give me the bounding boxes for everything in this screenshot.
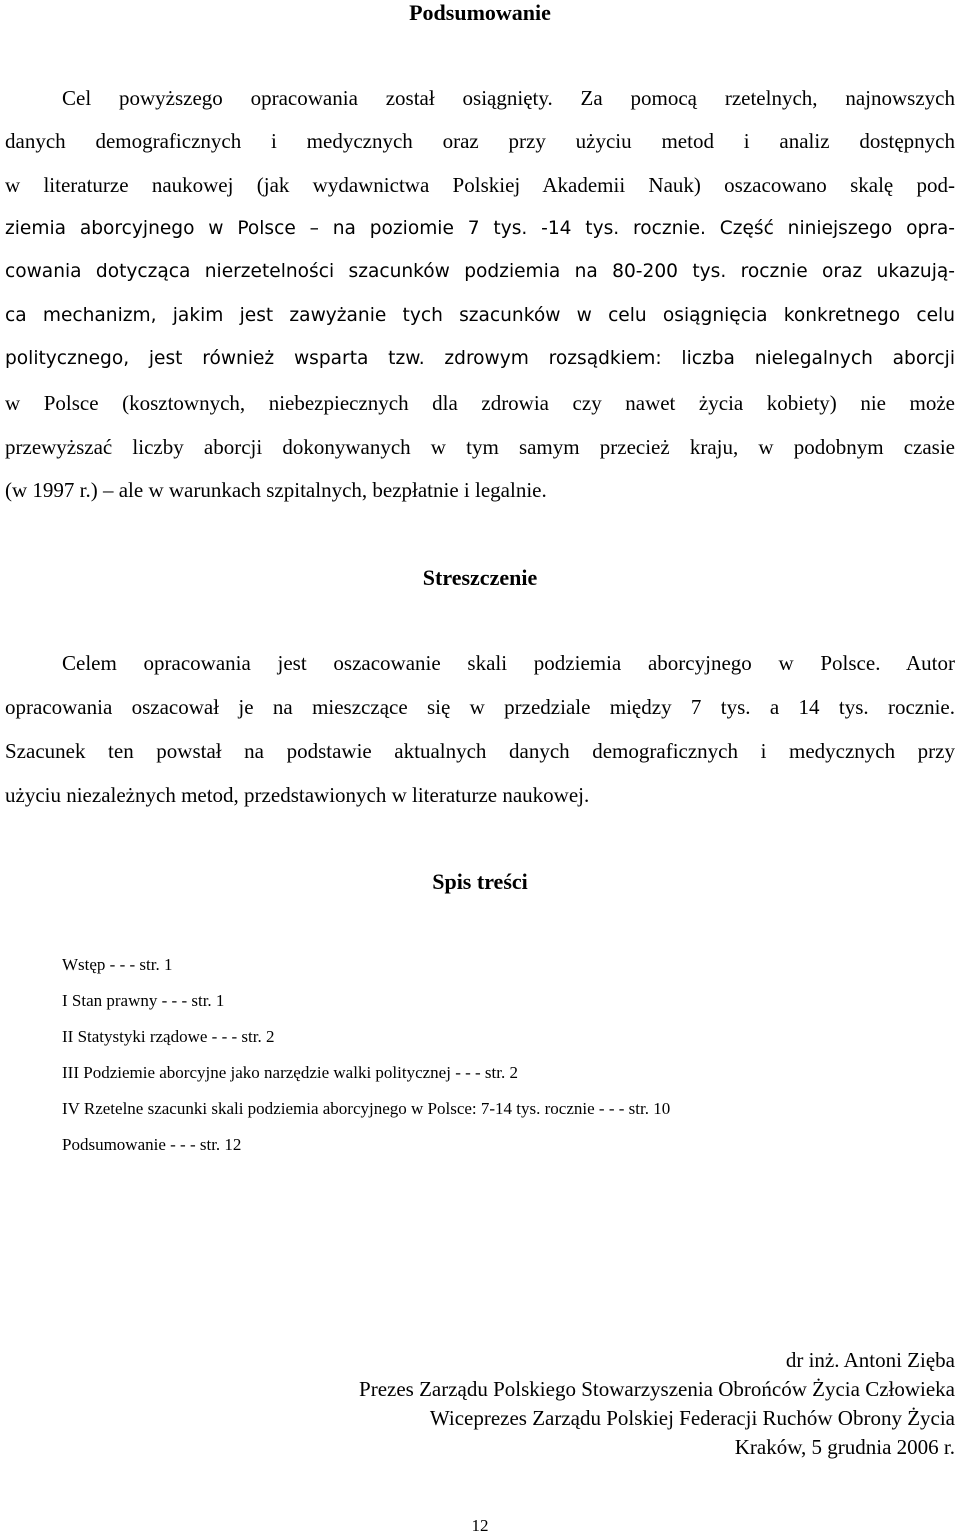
toc-item: Wstęp - - - str. 1	[62, 955, 173, 974]
abstract-line: Celem opracowania jest oszacowanie skali podziemia aborcyjnego w Polsce. Autor	[62, 651, 955, 675]
author-role-1: Prezes Zarządu Polskiego Stowarzyszenia Obrońców Życia Człowieka	[359, 1377, 955, 1401]
summary-line: w Polsce (kosztownych, niebezpiecznych dla zdrowia czy nawet życia kobiety) nie może	[5, 391, 955, 415]
toc-item: II Statystyki rządowe - - - str. 2	[62, 1027, 275, 1046]
toc-heading: Spis treści	[432, 869, 528, 894]
toc-item: Podsumowanie - - - str. 12	[62, 1135, 242, 1154]
author-name: dr inż. Antoni Zięba	[785, 1348, 955, 1372]
toc-item: I Stan prawny - - - str. 1	[62, 991, 225, 1010]
summary-line: przewyższać liczby aborcji dokonywanych w tym samym przecież kraju, w podobnym czasie	[5, 435, 955, 459]
abstract-line: Szacunek ten powstał na podstawie aktualnych danych demograficznych i medycznych przy	[5, 739, 955, 763]
author-role-2: Wiceprezes Zarządu Polskiej Federacji Ruchów Obrony Życia	[429, 1406, 955, 1430]
summary-line: ca mechanizm, jakim jest zawyżanie tych szacunków w celu osiągnięcia konkretnego celu	[5, 305, 955, 326]
summary-line: ziemia aborcyjnego w Polsce – na poziomie 7 tys. -14 tys. rocznie. Część niniejszego opra-	[5, 218, 955, 239]
toc-item: IV Rzetelne szacunki skali podziemia aborcyjnego w Polsce: 7-14 tys. rocznie - - - str. 10	[62, 1099, 671, 1118]
summary-line: (w 1997 r.) – ale w warunkach szpitalnych, bezpłatnie i legalnie.	[5, 478, 547, 502]
summary-line: danych demograficznych i medycznych oraz przy użyciu metod i analiz dostępnych	[5, 129, 955, 153]
summary-line: politycznego, jest również wsparta tzw. zdrowym rozsądkiem: liczba nielegalnych aborcji	[5, 348, 955, 369]
abstract-line: użyciu niezależnych metod, przedstawionych w literaturze naukowej.	[5, 783, 590, 807]
summary-line: cowania dotycząca nierzetelności szacunków podziemia na 80-200 tys. rocznie oraz ukazują-	[5, 261, 955, 282]
page-number: 12	[471, 1516, 489, 1535]
toc-item: III Podziemie aborcyjne jako narzędzie walki politycznej - - - str. 2	[62, 1063, 518, 1082]
summary-heading: Podsumowanie	[409, 0, 551, 25]
summary-line: w literaturze naukowej (jak wydawnictwa Polskiej Akademii Nauk) oszacowano skalę pod-	[5, 173, 955, 197]
abstract-heading: Streszczenie	[422, 565, 538, 590]
abstract-line: opracowania oszacował je na mieszczące się w przedziale między 7 tys. a 14 tys. rocznie.	[5, 695, 955, 719]
summary-line: Cel powyższego opracowania został osiągnięty. Za pomocą rzetelnych, najnowszych	[62, 86, 955, 110]
place-date: Kraków, 5 grudnia 2006 r.	[734, 1435, 955, 1459]
